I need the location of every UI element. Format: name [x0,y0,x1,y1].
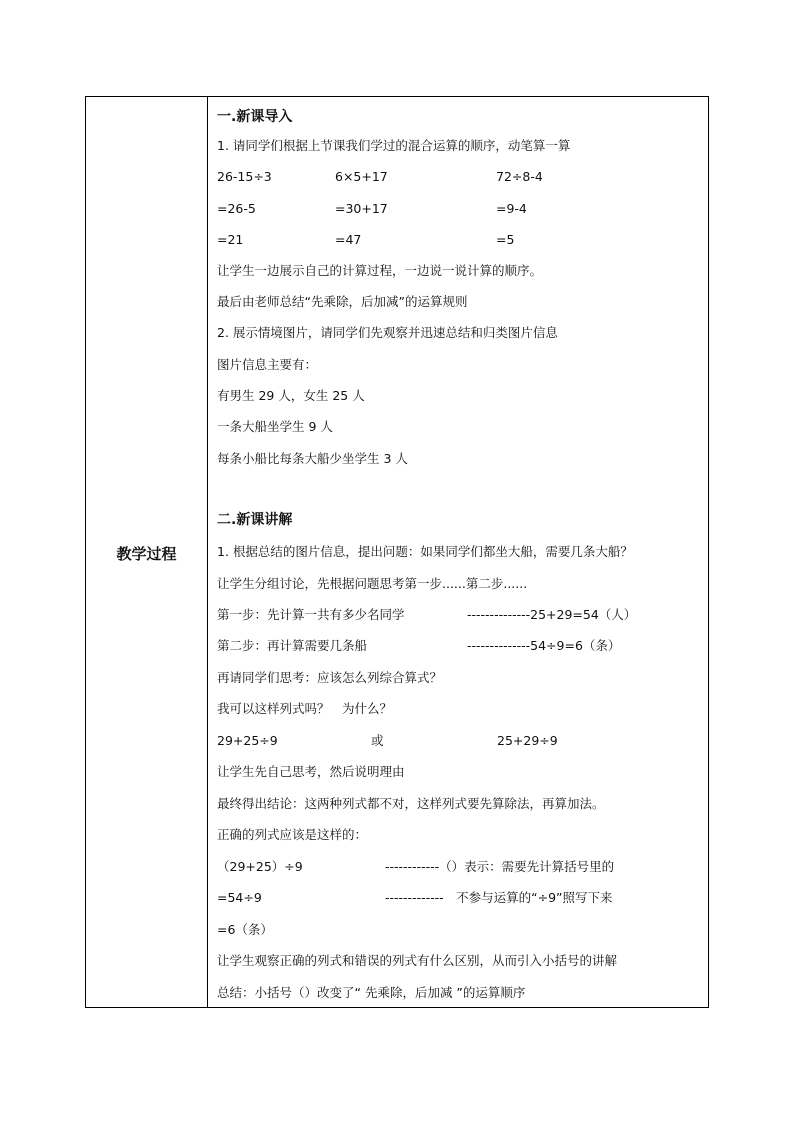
step-1-calc: --------------25+29=54（人） [467,607,637,622]
calc-cell: =5 [496,232,515,247]
correct-expr: （29+25）÷9 [217,859,303,874]
info-line: 每条小船比每条大船少坐学生 3 人 [217,451,408,466]
correct-line-3: =6（条） [217,922,273,937]
step-1-label: 第一步：先计算一共有多少名同学 [217,607,405,622]
final-summary: 总结：小括号（）改变了“ 先乘除，后加减 ”的运算顺序 [217,985,526,1000]
summary-text: 最后由老师总结“先乘除，后加减”的运算规则 [217,294,468,309]
calc-cell: =21 [217,232,244,247]
expr-a: 29+25÷9 [217,733,278,748]
info-line: 有男生 29 人，女生 25 人 [217,388,365,403]
discuss-text: 让学生分组讨论，先根据问题思考第一步......第二步...... [217,576,528,591]
calc-cell: =9-4 [496,201,527,216]
calc-cell: =26-5 [217,201,256,216]
calc-cell: =30+17 [335,201,388,216]
correct-note: ------------- 不参与运算的“÷9”照写下来 [385,890,613,905]
step-2-calc: --------------54÷9=6（条） [467,638,621,653]
expr-b: 25+29÷9 [497,733,558,748]
calc-cell: 26-15÷3 [217,169,272,184]
correct-text: 正确的列式应该是这样的： [217,827,368,842]
observe-text: 让学生观察正确的列式和错误的列式有什么区别，从而引入小括号的讲解 [217,953,618,968]
section1-item1: 1. 请同学们根据上节课我们学过的混合运算的顺序，动笔算一算 [217,138,571,153]
column-divider [207,97,208,1007]
lesson-table [85,96,709,1008]
reason-text: 让学生先自己思考，然后说明理由 [217,764,405,779]
think-text: 再请同学们思考：应该怎么列综合算式？ [217,670,443,685]
correct-expr: =54÷9 [217,890,262,905]
expr-or: 或 [371,733,384,748]
conclusion-text: 最终得出结论：这两种列式都不对，这样列式要先算除法，再算加法。 [217,796,605,811]
calc-cell: 6×5+17 [335,169,388,184]
info-title: 图片信息主要有： [217,357,318,372]
section2-heading: 二.新课讲解 [217,512,293,528]
info-line: 一条大船坐学生 9 人 [217,419,333,434]
calc-cell: 72÷8-4 [496,169,543,184]
calc-cell: =47 [335,232,362,247]
correct-note: ------------（）表示：需要先计算括号里的 [385,859,615,874]
row-label: 教学过程 [116,545,177,563]
step-2-label: 第二步：再计算需要几条船 [217,638,368,653]
show-text: 让学生一边展示自己的计算过程，一边说一说计算的顺序。 [217,263,543,278]
section1-item2: 2. 展示情境图片，请同学们先观察并迅速总结和归类图片信息 [217,325,558,340]
ask-text: 我可以这样列式吗？ 为什么？ [217,701,393,716]
question-1: 1. 根据总结的图片信息，提出问题：如果同学们都坐大船，需要几条大船？ [217,544,633,559]
section1-heading: 一.新课导入 [217,109,293,125]
